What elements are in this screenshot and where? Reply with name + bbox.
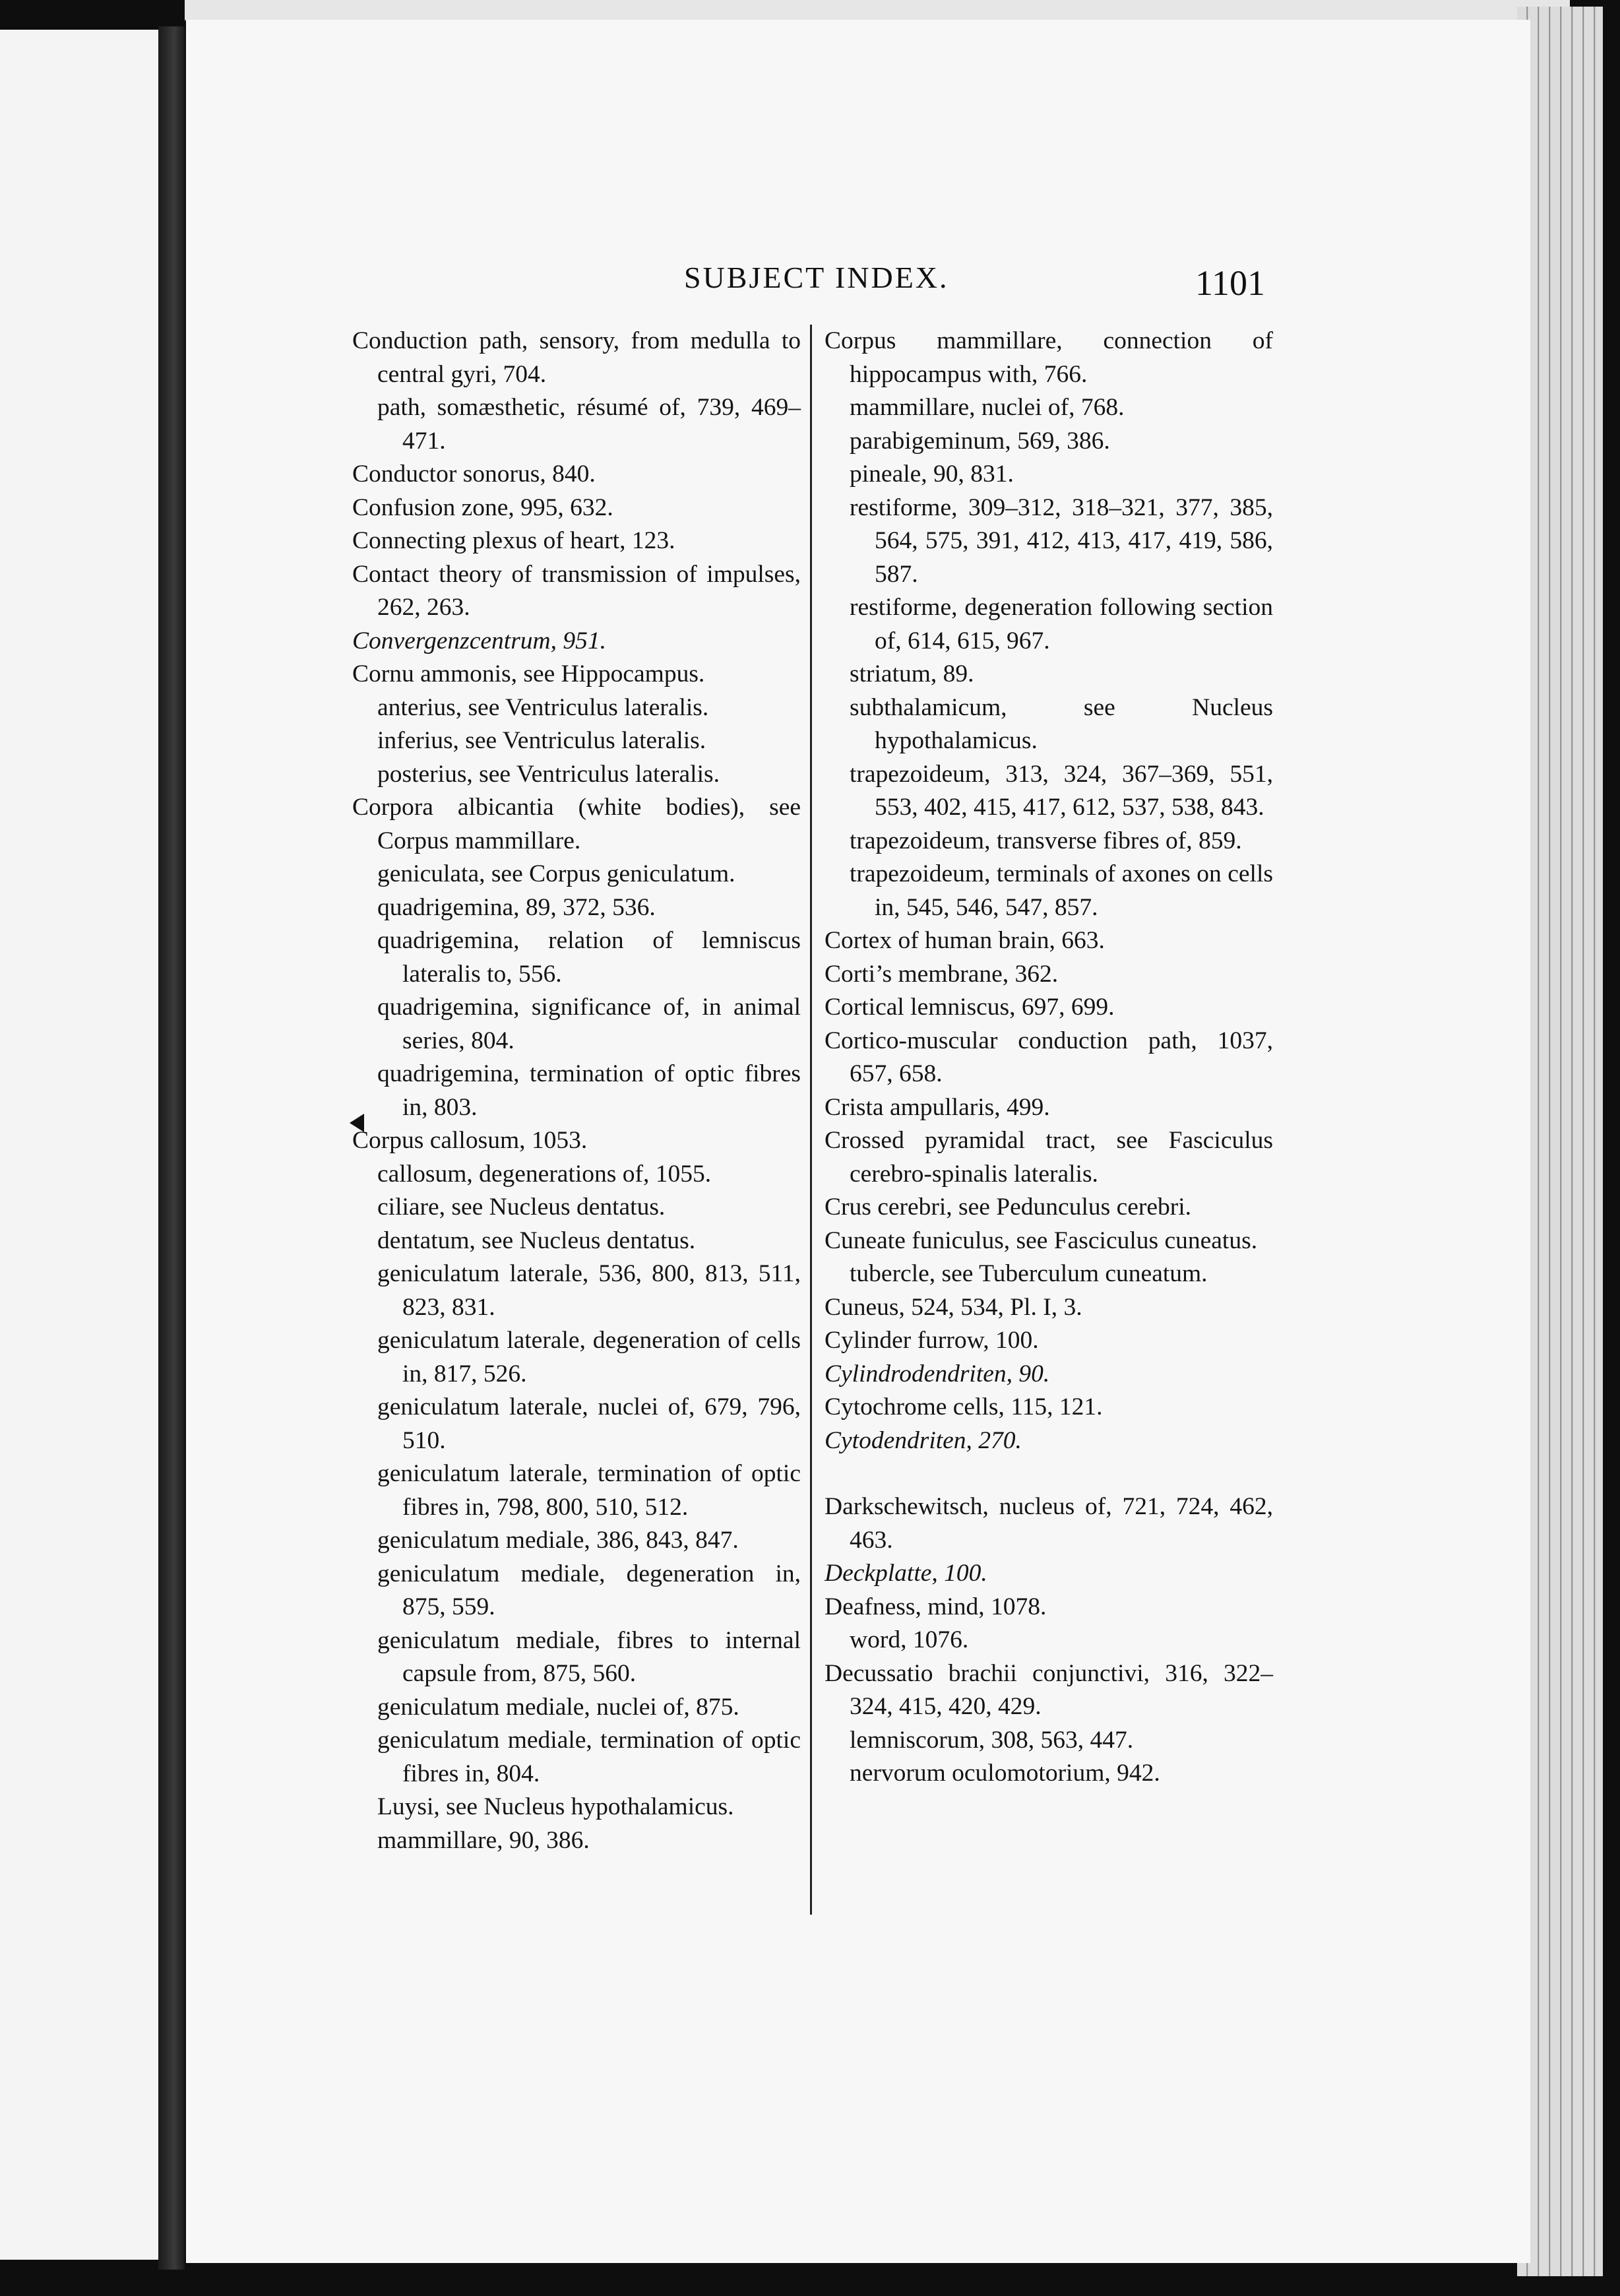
- index-subentry: geniculatum mediale, nuclei of, 875.: [377, 1693, 739, 1721]
- index-entry: Connecting plexus of heart, 123.: [352, 527, 675, 554]
- book-gutter: [158, 26, 185, 2270]
- index-entry: Cytodendriten, 270.: [825, 1426, 1022, 1454]
- index-entry: Deckplatte, 100.: [825, 1560, 987, 1587]
- index-entry: Cortico-muscular conduction path, 1037, 657, 658.: [825, 1027, 1273, 1087]
- index-entry: Contact theory of transmission of impulses, 262, 263.: [352, 560, 801, 621]
- index-subentry: trapezoideum, transverse fibres of, 859.: [850, 827, 1242, 854]
- index-entry: Crista ampullaris, 499.: [825, 1093, 1050, 1121]
- index-entry: Convergenzcentrum, 951.: [352, 627, 606, 654]
- index-entry: Deafness, mind, 1078.: [825, 1593, 1047, 1620]
- index-subentry: path, somæsthetic, résumé of, 739, 469–471.: [377, 394, 801, 455]
- index-subentry: quadrigemina, significance of, in animal series, 804.: [377, 994, 801, 1054]
- page-top-edge: [185, 0, 1570, 21]
- index-entry: Decussatio brachii conjunctivi, 316, 322–324, 415, 420, 429.: [825, 1659, 1273, 1720]
- index-subentry: parabigeminum, 569, 386.: [850, 427, 1110, 455]
- index-entry: Corpora albicantia (white bodies), see Corpus mammillare.: [352, 794, 801, 854]
- column-divider: [810, 325, 812, 1915]
- index-entry: Darkschewitsch, nucleus of, 721, 724, 462, 463.: [825, 1493, 1273, 1554]
- index-subentry: trapezoideum, terminals of axones on cells in, 545, 546, 547, 857.: [850, 860, 1273, 921]
- index-subentry: inferius, see Ventriculus lateralis.: [377, 727, 706, 754]
- page-title: SUBJECT INDEX.: [684, 261, 949, 294]
- index-subentry: mammillare, 90, 386.: [377, 1826, 590, 1854]
- index-subentry: ciliare, see Nucleus dentatus.: [377, 1194, 666, 1221]
- index-subentry: pineale, 90, 831.: [850, 461, 1014, 488]
- margin-arrow-icon: [350, 1114, 364, 1132]
- page-number: 1101: [1195, 263, 1265, 303]
- running-head: [186, 244, 1530, 303]
- index-entry: Crus cerebri, see Pedunculus cerebri.: [825, 1194, 1192, 1221]
- index-subentry: quadrigemina, 89, 372, 536.: [377, 893, 656, 921]
- index-subentry: geniculatum laterale, 536, 800, 813, 511, 823, 831.: [377, 1260, 801, 1321]
- index-entry: Corpus mammillare, connection of hippocampus with, 766.: [825, 327, 1273, 388]
- index-subentry: geniculatum laterale, nuclei of, 679, 796, 510.: [377, 1393, 801, 1454]
- index-entry: Corti’s membrane, 362.: [825, 960, 1059, 988]
- index-entry: Conduction path, sensory, from medulla to central gyri, 704.: [352, 327, 801, 388]
- index-subentry: geniculatum mediale, termination of optic fibres in, 804.: [377, 1727, 801, 1787]
- index-subentry: geniculatum laterale, degeneration of cells in, 817, 526.: [377, 1327, 801, 1387]
- index-entry: Conductor sonorus, 840.: [352, 461, 596, 488]
- facing-page-edge: [0, 30, 158, 2260]
- index-page: [186, 20, 1530, 2263]
- index-entry: Cortex of human brain, 663.: [825, 927, 1105, 954]
- index-subentry: subthalamicum, see Nucleus hypothalamicus.: [850, 693, 1273, 754]
- index-subentry: trapezoideum, 313, 324, 367–369, 551, 553, 402, 415, 417, 612, 537, 538, 843.: [850, 760, 1273, 821]
- index-entry: Cornu ammonis, see Hippocampus.: [352, 660, 705, 687]
- index-column-right: [825, 325, 1273, 1791]
- index-subentry: anterius, see Ventriculus lateralis.: [377, 693, 709, 721]
- index-column-left: [352, 325, 801, 1857]
- index-subentry: geniculatum mediale, fibres to internal capsule from, 875, 560.: [377, 1626, 801, 1687]
- index-entry: Crossed pyramidal tract, see Fasciculus cerebro-spinalis lateralis.: [825, 1127, 1273, 1188]
- index-subentry: quadrigemina, relation of lemniscus lateralis to, 556.: [377, 927, 801, 988]
- index-subentry: striatum, 89.: [850, 660, 974, 687]
- index-entry: Confusion zone, 995, 632.: [352, 494, 613, 521]
- index-subentry: geniculatum mediale, degeneration in, 875, 559.: [377, 1560, 801, 1620]
- index-subentry: geniculatum mediale, 386, 843, 847.: [377, 1527, 739, 1554]
- index-subentry: nervorum oculomotorium, 942.: [850, 1760, 1160, 1787]
- index-entry: Cylinder furrow, 100.: [825, 1327, 1039, 1354]
- index-entry: Cylindrodendriten, 90.: [825, 1360, 1050, 1387]
- index-entry: Cuneus, 524, 534, Pl. I, 3.: [825, 1293, 1082, 1321]
- index-entry: Cortical lemniscus, 697, 699.: [825, 994, 1115, 1021]
- index-subentry: lemniscorum, 308, 563, 447.: [850, 1726, 1134, 1754]
- index-subentry: word, 1076.: [850, 1626, 969, 1653]
- index-entry: Cuneate funiculus, see Fasciculus cuneatus.: [825, 1227, 1258, 1254]
- index-subentry: quadrigemina, termination of optic fibres in, 803.: [377, 1060, 801, 1121]
- index-entry: Cytochrome cells, 115, 121.: [825, 1393, 1103, 1420]
- index-subentry: geniculata, see Corpus geniculatum.: [377, 860, 735, 887]
- index-subentry: tubercle, see Tuberculum cuneatum.: [850, 1260, 1208, 1287]
- index-subentry: mammillare, nuclei of, 768.: [850, 394, 1125, 421]
- index-subentry: dentatum, see Nucleus dentatus.: [377, 1227, 696, 1254]
- index-subentry: geniculatum laterale, termination of optic fibres in, 798, 800, 510, 512.: [377, 1460, 801, 1521]
- index-subentry: posterius, see Ventriculus lateralis.: [377, 760, 720, 788]
- index-subentry: restiforme, degeneration following section of, 614, 615, 967.: [850, 594, 1273, 654]
- index-subentry: restiforme, 309–312, 318–321, 377, 385, 564, 575, 391, 412, 413, 417, 419, 586, 587.: [850, 494, 1273, 588]
- index-subentry: Luysi, see Nucleus hypothalamicus.: [377, 1793, 734, 1820]
- index-entry: Corpus callosum, 1053.: [352, 1127, 588, 1154]
- index-subentry: callosum, degenerations of, 1055.: [377, 1160, 712, 1188]
